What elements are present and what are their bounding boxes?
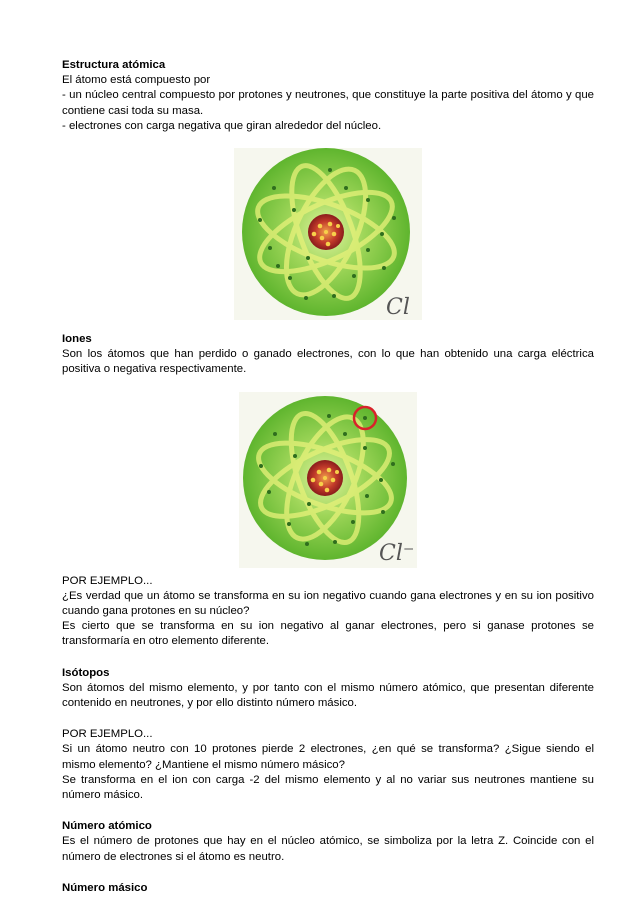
section-title-numero-atomico: Número atómico [62, 820, 152, 833]
text-paragraph: Son los átomos que han perdido o ganado electrones, con lo que han obtenido una carga eléctrica positiva o negativa respectivamente. [62, 348, 594, 376]
section-title-numero-masico: Número másico [62, 881, 148, 894]
atom-figure [234, 148, 422, 320]
example-answer: Se transforma en el ion con carga -2 del mismo elemento y al no variar sus neutrones mantiene su número másico. [62, 773, 594, 802]
text-line: El átomo está compuesto por [62, 74, 211, 87]
ion-figure [239, 392, 417, 568]
example-answer: Es cierto que se transforma en su ion negativo al ganar electrones, pero si ganase protones se transformaría en otro elemento diferente. [62, 620, 594, 648]
text-line: - un núcleo central compuesto por protones y neutrones, que constituye la parte positiva del átomo y que contiene casi toda su masa. [62, 89, 594, 117]
example-heading: POR EJEMPLO... [62, 574, 153, 587]
example-question: Si un átomo neutro con 10 protones pierde 2 electrones, ¿en qué se transforma? ¿Sigue siendo el mismo elemento? ¿Mantiene el mismo número másico? [62, 743, 594, 771]
section-title-estructura: Estructura atómica [62, 59, 166, 71]
element-symbol-label: Cl [386, 295, 410, 321]
text-line: - electrones con carga negativa que giran alrededor del núcleo. [62, 119, 382, 132]
ion-symbol-label: Cl⁻ [379, 540, 415, 566]
example-heading: POR EJEMPLO... [62, 728, 153, 741]
text-paragraph: Es el número de protones que hay en el núcleo atómico, se simboliza por la letra Z. Coincide con el número de electrones si el átomo es neutro. [62, 835, 594, 863]
atom-illustration [234, 148, 422, 320]
document-page [62, 58, 594, 896]
text-paragraph: Son átomos del mismo elemento, y por tanto con el mismo número atómico, que presentan diferente contenido en neutrones, y por ello distinto número másico. [62, 681, 594, 710]
section-title-iones: Iones [62, 333, 92, 346]
ion-illustration [239, 392, 417, 568]
example-question: ¿Es verdad que un átomo se transforma en su ion negativo cuando gana electrones y en su ion positivo cuando gana protones en su núcleo? [62, 589, 594, 618]
section-title-isotopos: Isótopos [62, 666, 110, 679]
